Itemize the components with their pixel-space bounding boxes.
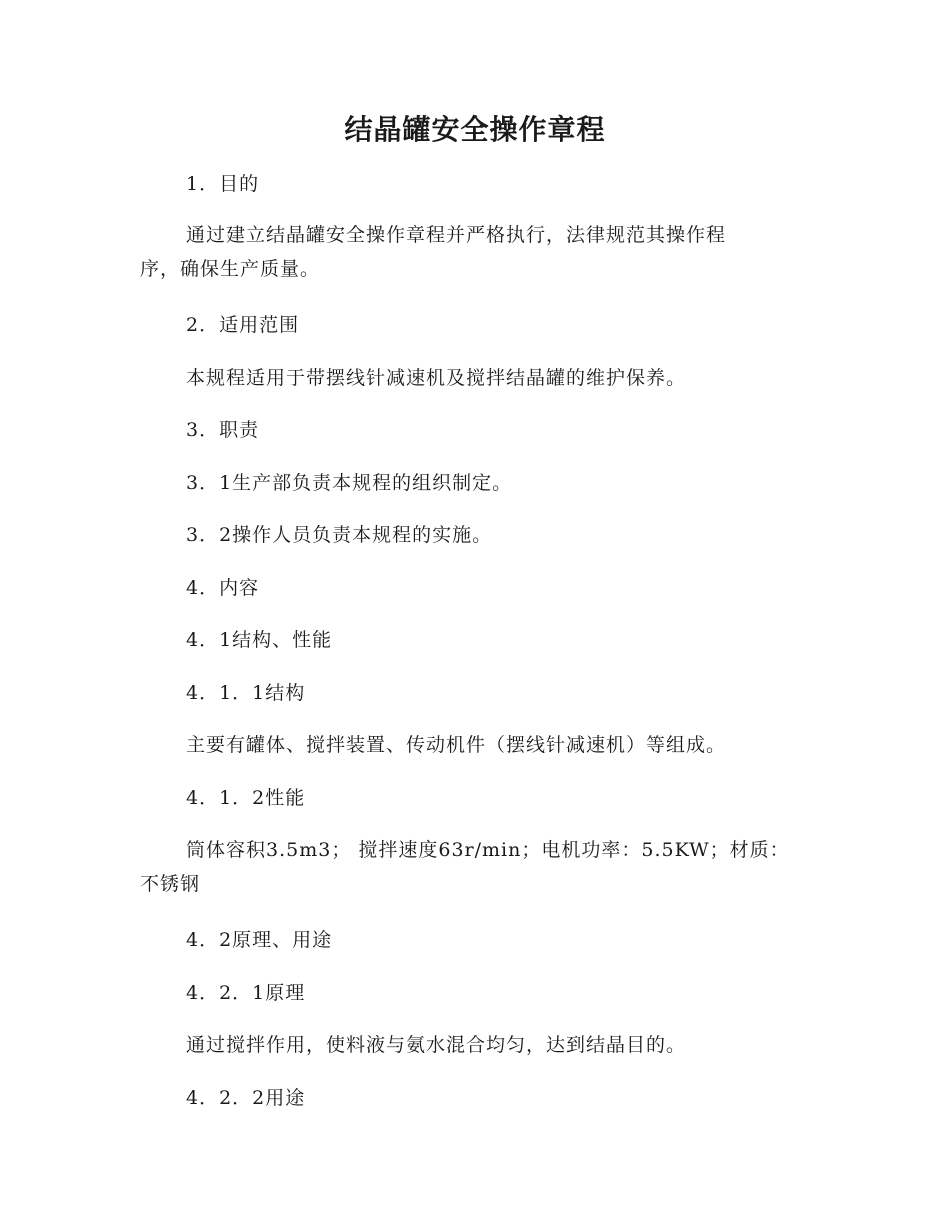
paragraph-line: 本规程适用于带摆线针减速机及搅拌结晶罐的维护保养。 <box>186 367 687 389</box>
paragraph <box>140 466 800 500</box>
paragraph <box>140 218 800 286</box>
paragraph-line: 通过搅拌作用，使料液与氨水混合均匀，达到结晶目的。 <box>186 1034 687 1056</box>
paragraph-line: 3．1生产部负责本规程的组织制定。 <box>186 472 513 494</box>
paragraph-line: 4．1．2性能 <box>186 787 306 809</box>
paragraph <box>140 361 800 395</box>
paragraph <box>140 413 800 447</box>
paragraph-line: 不锈钢 <box>140 873 201 895</box>
paragraph <box>140 1028 800 1062</box>
paragraph <box>140 781 800 815</box>
paragraph-line: 筒体容积3.5m3； 搅拌速度63r/min；电机功率：5.5KW；材质： <box>186 839 790 861</box>
paragraph-line: 3．职责 <box>186 419 260 441</box>
paragraph <box>140 518 800 552</box>
paragraph <box>140 1081 800 1115</box>
paragraph <box>140 308 800 342</box>
paragraph <box>140 167 800 201</box>
paragraph-line: 序，确保生产质量。 <box>140 258 321 280</box>
document-title: 结晶罐安全操作章程 <box>344 113 606 146</box>
paragraph <box>140 571 800 605</box>
paragraph <box>140 623 800 657</box>
paragraph <box>140 728 800 762</box>
paragraph-line: 通过建立结晶罐安全操作章程并严格执行，法律规范其操作程 <box>186 224 727 246</box>
paragraph-line: 4．2．1原理 <box>186 982 306 1004</box>
paragraph-line: 4．1．1结构 <box>186 682 306 704</box>
paragraph-line: 3．2操作人员负责本规程的实施。 <box>186 524 493 546</box>
paragraph-line: 4．1结构、性能 <box>186 629 333 651</box>
paragraph-line: 4．2．2用途 <box>186 1087 306 1109</box>
paragraph-line: 4．内容 <box>186 577 260 599</box>
paragraph-line: 2．适用范围 <box>186 314 300 336</box>
paragraph <box>140 833 800 901</box>
paragraph-line: 1．目的 <box>186 173 260 195</box>
paragraph <box>140 976 800 1010</box>
paragraph <box>140 923 800 957</box>
paragraph <box>140 676 800 710</box>
paragraph-line: 4．2原理、用途 <box>186 929 333 951</box>
paragraph-line: 主要有罐体、搅拌装置、传动机件（摆线针减速机）等组成。 <box>186 734 727 756</box>
